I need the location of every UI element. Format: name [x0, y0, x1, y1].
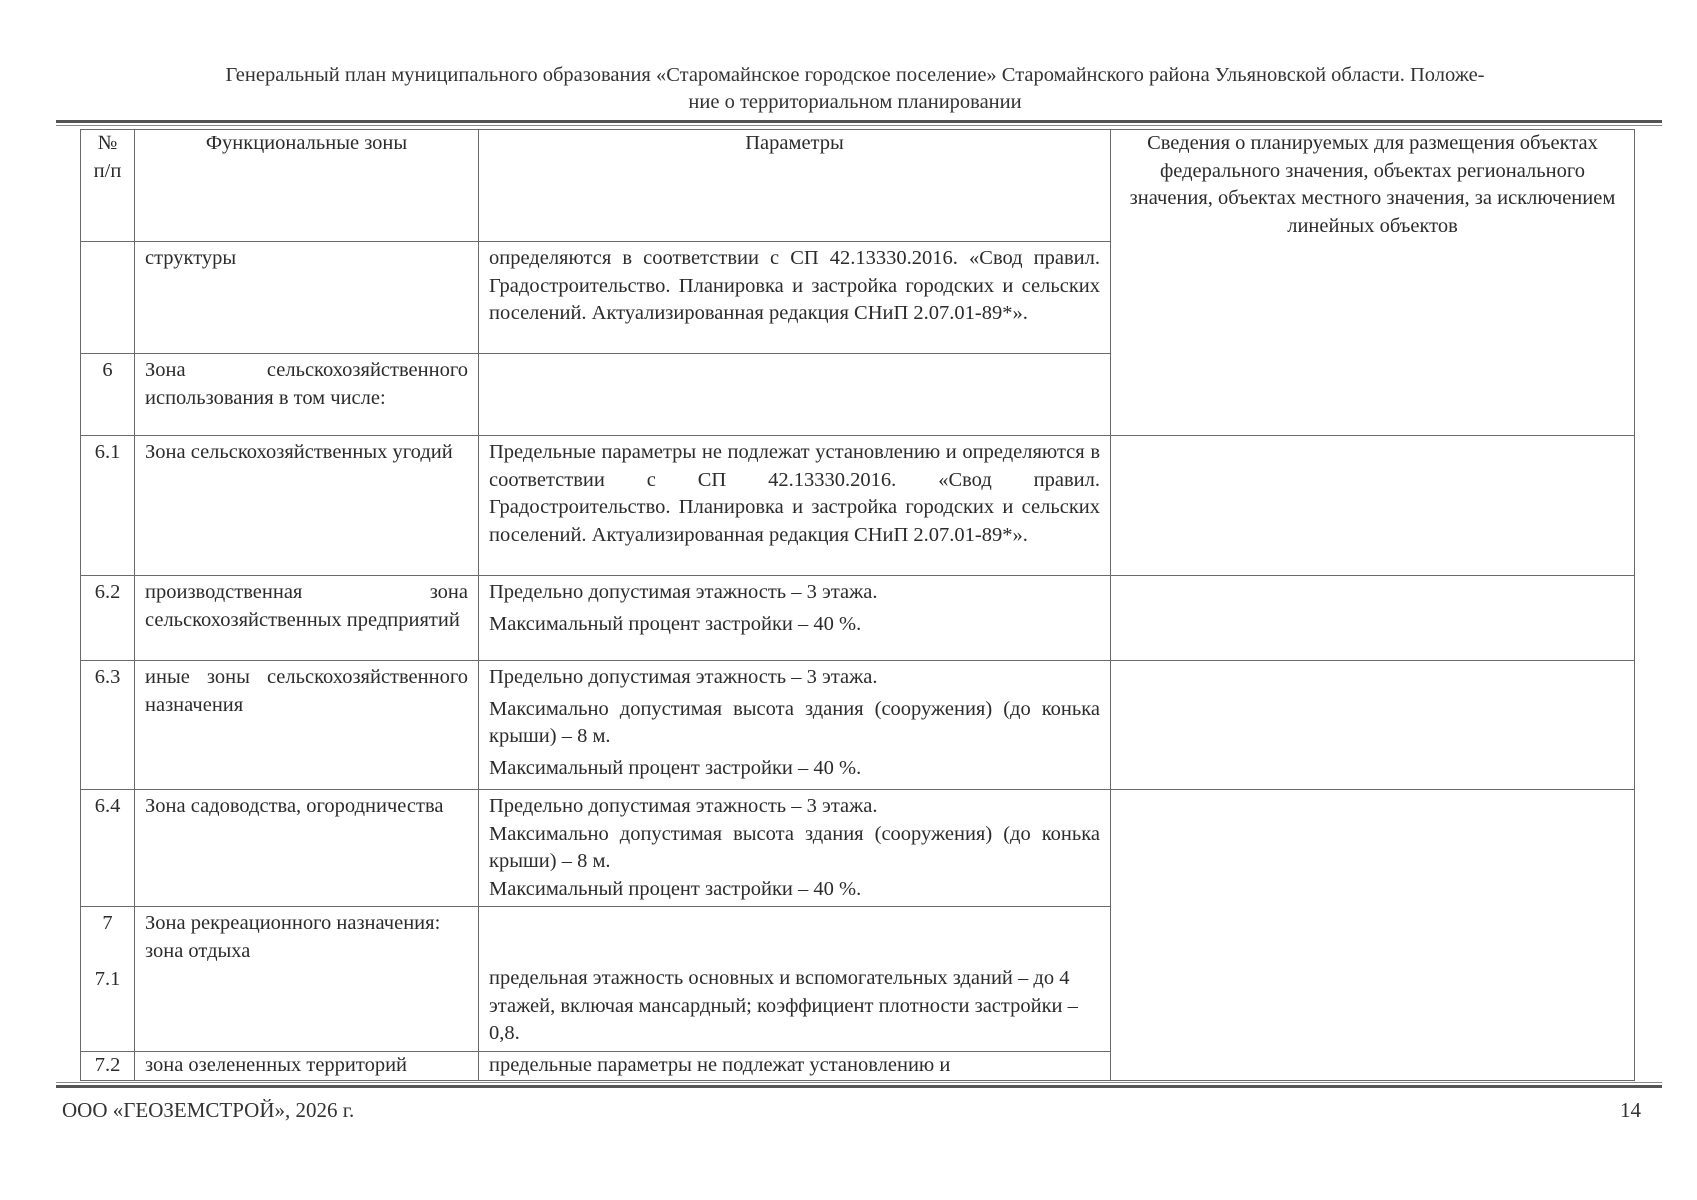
zones-table	[80, 129, 1635, 1081]
table-row	[81, 661, 1635, 790]
row-num: 7.2	[81, 1052, 135, 1081]
param-line: Максимально допустимая высота здания (сооружения) (до конька крыши) – 8 м.	[489, 697, 1100, 747]
param-line: Максимальный процент застройки – 40 %.	[489, 756, 862, 779]
header-num: № п/п	[81, 130, 135, 242]
row-num: 6.2	[81, 576, 135, 661]
row-zone: Зона сельскохозяйственных угодий	[135, 436, 479, 576]
row-num-main: 7	[102, 912, 113, 934]
param-line: Максимальный процент застройки – 40 %.	[489, 612, 862, 635]
row-num: 6.3	[81, 661, 135, 790]
row-params: Предельные параметры не подлежат установлению и определяются в соответствии с СП 42.13330.2016. «Свод правил. Градостроительство. Планировка и застройка городских и сельских поселений. Актуализированная редакция СНиП 2.07.01-89*».	[479, 436, 1111, 576]
table-row	[81, 790, 1635, 907]
header-line-2: ние о территориальном планировании	[688, 91, 1022, 113]
page-header	[60, 62, 1650, 116]
footer-company: ООО «ГЕОЗЕМСТРОЙ», 2026 г.	[62, 1098, 355, 1122]
row-zone: структуры	[135, 242, 479, 354]
row-params	[479, 907, 1111, 1052]
header-rule-thin	[56, 125, 1662, 126]
row-info	[1111, 790, 1635, 1081]
param-line: Предельно допустимая этажность – 3 этажа.	[489, 795, 878, 817]
row-info	[1111, 661, 1635, 790]
row-info	[1111, 436, 1635, 576]
table-header-row	[81, 130, 1635, 242]
row-zone-main: Зона рекреационного назначения:	[145, 912, 441, 934]
param-line: Максимальный процент застройки – 40 %.	[489, 877, 862, 900]
row-params	[479, 790, 1111, 907]
row-zone-sub: зона отдыха	[145, 939, 251, 962]
row-info	[1111, 576, 1635, 661]
header-params: Параметры	[479, 130, 1111, 242]
table-row	[81, 436, 1635, 576]
table-row	[81, 576, 1635, 661]
row-num	[81, 242, 135, 354]
param-line: предельная этажность основных и вспомогательных зданий – до 4 этажей, включая мансардный; коэффициент плотности застройки – 0,8.	[489, 967, 1078, 1044]
row-zone: Зона садоводства, огородничества	[135, 790, 479, 907]
row-zone: производственная зона сельскохозяйственных предприятий	[135, 576, 479, 661]
row-params	[479, 576, 1111, 661]
param-line: Предельно допустимая этажность – 3 этажа.	[489, 666, 878, 688]
header-rule	[56, 120, 1662, 123]
row-params	[479, 661, 1111, 790]
row-num: 6.4	[81, 790, 135, 907]
row-params: предельные параметры не подлежат установлению и	[479, 1052, 1111, 1081]
header-zones: Функциональные зоны	[135, 130, 479, 242]
row-params	[479, 354, 1111, 436]
row-num: 6.1	[81, 436, 135, 576]
row-zone	[135, 907, 479, 1052]
row-params: определяются в соответствии с СП 42.13330.2016. «Свод правил. Градостроительство. Планировка и застройка городских и сельских поселений. Актуализированная редакция СНиП 2.07.01-89*».	[479, 242, 1111, 354]
footer-rule	[56, 1085, 1662, 1088]
row-num-sub: 7.1	[94, 967, 121, 990]
header-line-1: Генеральный план муниципального образования «Старомайнское городское поселение» Старомайнского района Ульяновской области. Положе-	[225, 64, 1485, 86]
footer-rule-thin	[56, 1082, 1662, 1083]
row-zone: Зона сельскохозяйственного использования в том числе:	[135, 354, 479, 436]
page-number: 14	[1620, 1098, 1641, 1122]
row-zone: зона озелененных территорий	[135, 1052, 479, 1081]
row-num: 6	[81, 354, 135, 436]
header-info: Сведения о планируемых для размещения объектах федерального значения, объектах регионального значения, объектах местного значения, за исключением линейных объектов	[1111, 130, 1635, 436]
row-num	[81, 907, 135, 1052]
param-line: Предельно допустимая этажность – 3 этажа.	[489, 581, 878, 603]
row-zone: иные зоны сельскохозяйственного назначения	[135, 661, 479, 790]
param-line: Максимально допустимая высота здания (сооружения) (до конька крыши) – 8 м.	[489, 822, 1100, 872]
